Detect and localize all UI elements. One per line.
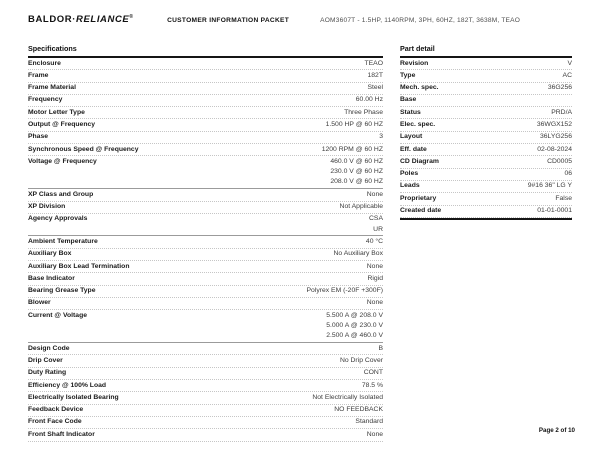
spec-row [28, 261, 383, 273]
spec-row-value: 3 [379, 133, 383, 141]
spec-row-label: XP Division [28, 203, 66, 211]
part-row [400, 107, 572, 119]
spec-row-value: No Auxiliary Box [333, 250, 383, 258]
part-row-label: Base [400, 96, 417, 104]
spec-row [28, 392, 383, 404]
page-header [28, 14, 575, 30]
spec-row-value: 5.500 A @ 208.0 V 5.000 A @ 230.0 V 2.500 A @ 460.0 V [326, 311, 383, 340]
part-row-value: 9#16 36" LG Y [527, 182, 572, 190]
spec-row-label: Agency Approvals [28, 215, 88, 223]
part-row [400, 83, 572, 95]
spec-row-value: 182T [367, 71, 383, 79]
spec-row [28, 83, 383, 95]
spec-row [28, 368, 383, 380]
spec-row-label: Ambient Temperature [28, 237, 98, 245]
spec-row-value: CONT [363, 369, 383, 377]
part-row-label: Leads [400, 182, 420, 190]
spec-row-value: 60.00 Hz [355, 96, 383, 104]
spec-row-value: TEAO [364, 59, 383, 67]
part-row [400, 132, 572, 144]
spec-row-value: B [378, 344, 383, 352]
spec-row-label: Electrically Isolated Bearing [28, 393, 119, 401]
part-row-label: Elec. spec. [400, 120, 436, 128]
spec-row-value: Standard [355, 418, 383, 426]
spec-row [28, 156, 383, 189]
part-detail-heading: Part detail [400, 44, 435, 53]
part-row-value: False [555, 194, 572, 202]
spec-row-label: Voltage @ Frequency [28, 157, 97, 165]
spec-row-label: Base Indicator [28, 274, 75, 282]
spec-row-value: Not Applicable [339, 203, 383, 211]
spec-row-label: Auxiliary Box Lead Termination [28, 262, 130, 270]
spec-row-value: 460.0 V @ 60 HZ 230.0 V @ 60 HZ 208.0 V @ 60 HZ [330, 157, 383, 186]
spec-row-value: 40 °C [365, 237, 383, 245]
spec-row-label: Frame [28, 71, 49, 79]
spec-row-value: 78.5 % [361, 381, 383, 389]
spec-row-label: Front Shaft Indicator [28, 430, 95, 438]
part-row-label: Revision [400, 59, 429, 67]
page-number: Page 2 of 10 [538, 427, 575, 434]
spec-row-value: CSA UR [369, 215, 383, 233]
part-row-value: 02-08-2024 [537, 145, 572, 153]
spec-row-label: Enclosure [28, 59, 61, 67]
spec-row-value: None [366, 262, 383, 270]
spec-row [28, 249, 383, 261]
part-row-value: 36WGX152 [536, 120, 572, 128]
spec-row-label: Drip Cover [28, 356, 63, 364]
part-row-value: 01-01-0001 [537, 207, 572, 215]
spec-row [28, 236, 383, 248]
spec-row [28, 343, 383, 355]
spec-row-value: None [366, 299, 383, 307]
part-row-value: V [567, 59, 572, 67]
part-row-label: CD Diagram [400, 157, 439, 165]
spec-row [28, 273, 383, 285]
spec-row-label: XP Class and Group [28, 190, 94, 198]
brand-logo-dot: · [72, 14, 77, 26]
part-row-value: 36LYG256 [540, 133, 572, 141]
spec-row-label: Bearing Grease Type [28, 287, 96, 295]
spec-row-value: None [366, 190, 383, 198]
spec-row [28, 214, 383, 237]
part-row-value: AC [562, 71, 572, 79]
spec-row [28, 286, 383, 298]
spec-row [28, 58, 383, 70]
spec-row-value: 1.500 HP @ 60 HZ [325, 120, 383, 128]
spec-row-label: Output @ Frequency [28, 120, 96, 128]
part-row-label: Layout [400, 133, 423, 141]
spec-row [28, 144, 383, 156]
spec-row-label: Synchronous Speed @ Frequency [28, 145, 139, 153]
part-row-value: CD0005 [547, 157, 572, 165]
part-row [400, 169, 572, 181]
part-row-label: Created date [400, 207, 442, 215]
part-row-label: Type [400, 71, 416, 79]
part-row-label: Eff. date [400, 145, 427, 153]
spec-row [28, 119, 383, 131]
spec-row-value: NO FEEDBACK [334, 406, 383, 414]
part-row [400, 58, 572, 70]
spec-row [28, 355, 383, 367]
spec-row-value: Polyrex EM (-20F +300F) [306, 287, 383, 295]
spec-row-value: 1200 RPM @ 60 HZ [321, 145, 383, 153]
product-summary: AOM3607T - 1.5HP, 1140RPM, 3PH, 60HZ, 182T, 3638M, TEAO [320, 17, 521, 25]
part-row [400, 95, 572, 107]
spec-row-value: None [366, 430, 383, 438]
spec-row [28, 405, 383, 417]
spec-row [28, 132, 383, 144]
spec-row-label: Phase [28, 133, 49, 141]
brand-logo [28, 14, 133, 25]
spec-row-value: No Drip Cover [339, 356, 383, 364]
spec-row-label: Efficiency @ 100% Load [28, 381, 107, 389]
part-detail-table [400, 56, 572, 220]
spec-row-value: Steel [367, 84, 383, 92]
spec-row [28, 95, 383, 107]
part-row [400, 156, 572, 168]
spec-row-label: Auxiliary Box [28, 250, 72, 258]
part-row-label: Mech. spec. [400, 84, 439, 92]
spec-row [28, 107, 383, 119]
specifications-heading: Specifications [28, 44, 77, 53]
spec-row-label: Design Code [28, 344, 70, 352]
part-row-value: PRD/A [551, 108, 572, 116]
spec-row-value: Three Phase [344, 108, 383, 116]
spec-row-label: Current @ Voltage [28, 311, 87, 319]
spec-row-label: Blower [28, 299, 51, 307]
spec-row-value: Rigid [367, 274, 383, 282]
part-row [400, 70, 572, 82]
spec-row-label: Frequency [28, 96, 63, 104]
part-row [400, 181, 572, 193]
part-row-label: Poles [400, 170, 419, 178]
brand-logo-reliance: RELIANCE [76, 14, 130, 26]
spec-row [28, 417, 383, 429]
spec-row [28, 189, 383, 201]
spec-row [28, 380, 383, 392]
part-row-label: Proprietary [400, 194, 437, 202]
part-row [400, 119, 572, 131]
spec-row [28, 298, 383, 310]
brand-logo-baldor: BALDOR [28, 14, 73, 26]
document-title: CUSTOMER INFORMATION PACKET [167, 17, 290, 25]
spec-row-label: Front Face Code [28, 418, 82, 426]
spec-row [28, 202, 383, 214]
spec-row-label: Feedback Device [28, 406, 84, 414]
spec-row-label: Motor Letter Type [28, 108, 85, 116]
spec-row-label: Duty Rating [28, 369, 67, 377]
part-row [400, 193, 572, 205]
spec-row [28, 310, 383, 343]
part-row [400, 144, 572, 156]
part-row-label: Status [400, 108, 421, 116]
spec-row [28, 70, 383, 82]
part-row-value: 06 [564, 170, 572, 178]
part-row [400, 206, 572, 218]
specifications-table [28, 56, 383, 442]
part-row-value: 36G256 [547, 84, 572, 92]
spec-row-label: Frame Material [28, 84, 76, 92]
registered-trademark-icon: ® [129, 14, 134, 20]
spec-row [28, 429, 383, 441]
spec-row-value: Not Electrically Isolated [312, 393, 383, 401]
